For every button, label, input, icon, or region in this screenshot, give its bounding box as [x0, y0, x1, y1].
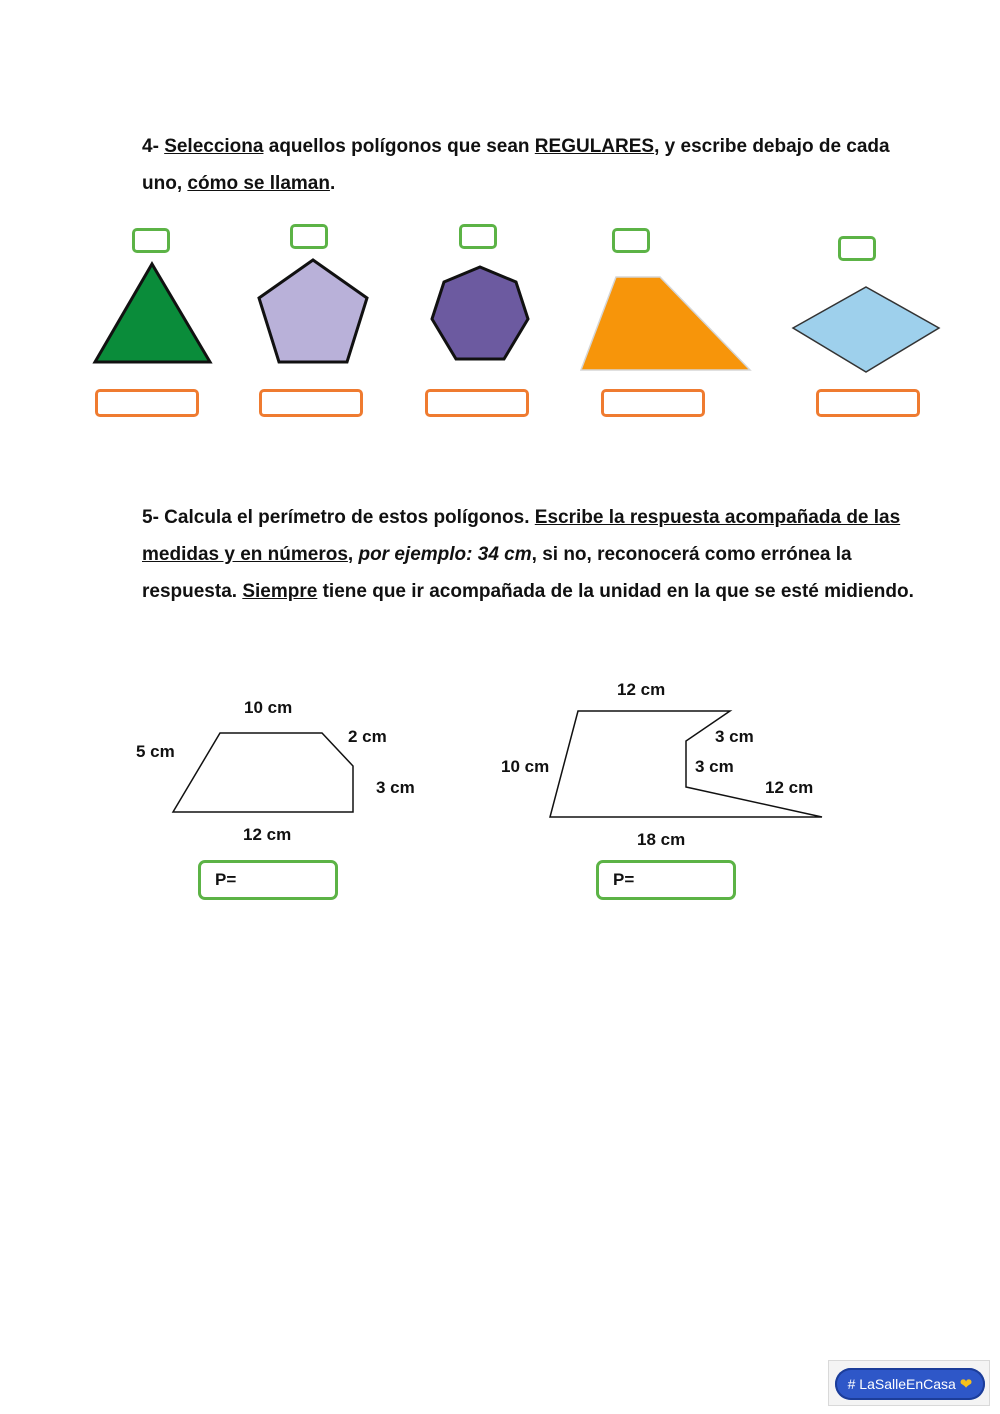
q5-text-2: , [347, 544, 359, 565]
checkbox-triangle[interactable] [132, 228, 170, 253]
figure-1-answer-box[interactable] [198, 860, 338, 900]
name-input-heptagon[interactable] [425, 389, 529, 417]
figure-2-outline [550, 711, 822, 817]
q4-como-word: cómo se llaman [187, 173, 330, 194]
figure-1-bottom-label: 12 cm [243, 825, 292, 844]
question-4-text [142, 128, 932, 202]
rhombus-shape [790, 284, 942, 376]
trapezoid-shape [578, 272, 754, 374]
figure-1-right-label: 3 cm [376, 778, 415, 797]
figure-2-answer-input[interactable] [638, 870, 722, 890]
pentagon-shape [255, 256, 371, 366]
figure-2-notch-top-label: 3 cm [715, 727, 754, 746]
figure-2-polygon [546, 708, 826, 822]
figure-1-corner-label: 2 cm [348, 727, 387, 746]
question-5-text [142, 499, 942, 610]
q5-example: por ejemplo: 34 cm [358, 544, 532, 565]
trapezoid-polygon [581, 277, 750, 370]
q5-number: 5- [142, 507, 159, 528]
q4-regulares-word: REGULARES [534, 136, 655, 157]
figure-2-answer-label: P= [613, 870, 635, 889]
figure-1-answer-input[interactable] [240, 870, 324, 890]
figure-1-left-label: 5 cm [136, 742, 175, 761]
triangle-shape [90, 258, 216, 368]
heptagon-shape [428, 264, 532, 364]
figure-1-top-label: 10 cm [244, 698, 293, 717]
q4-number: 4- [142, 136, 159, 157]
badge-text: # LaSalleEnCasa [847, 1376, 956, 1392]
q5-siempre-word: Siempre [242, 581, 318, 602]
q4-text-3: . [329, 173, 336, 194]
q5-text-1: Calcula el perímetro de estos polígonos. [158, 507, 535, 528]
checkbox-trapezoid[interactable] [612, 228, 650, 253]
heptagon-polygon [432, 267, 528, 359]
name-input-triangle[interactable] [95, 389, 199, 417]
figure-2-left-label: 10 cm [501, 757, 550, 776]
figure-1-outline [173, 733, 353, 812]
pentagon-polygon [259, 260, 367, 362]
q4-select-word: Selecciona [164, 136, 264, 157]
name-input-pentagon[interactable] [259, 389, 363, 417]
q5-underline-1: Escribe la respuesta acompañada de las medidas y en números [142, 507, 901, 565]
figure-2-bottom-label: 18 cm [637, 830, 686, 849]
lasalle-en-casa-badge [828, 1360, 990, 1406]
rhombus-polygon [793, 287, 939, 372]
figure-2-top-label: 12 cm [617, 680, 666, 699]
triangle-polygon [95, 264, 210, 362]
heart-icon: ❤ [959, 1376, 973, 1393]
checkbox-pentagon[interactable] [290, 224, 328, 249]
q5-text-3: , si no, reconocerá como errónea la respuesta. [142, 544, 852, 602]
figure-1-answer-label: P= [215, 870, 237, 889]
figure-2-slope-label: 12 cm [765, 778, 814, 797]
q5-text-4: tiene que ir acompañada de la unidad en la que se esté midiendo. [317, 581, 914, 602]
figure-2-answer-box[interactable] [596, 860, 736, 900]
figure-2-notch-side-label: 3 cm [695, 757, 734, 776]
badge-pill [835, 1368, 985, 1400]
figure-1-polygon [170, 730, 360, 816]
checkbox-rhombus[interactable] [838, 236, 876, 261]
q4-text-1: aquellos polígonos que sean [263, 136, 535, 157]
checkbox-heptagon[interactable] [459, 224, 497, 249]
name-input-trapezoid[interactable] [601, 389, 705, 417]
q4-text-2: , y escribe debajo de cada uno, [142, 136, 890, 194]
name-input-rhombus[interactable] [816, 389, 920, 417]
